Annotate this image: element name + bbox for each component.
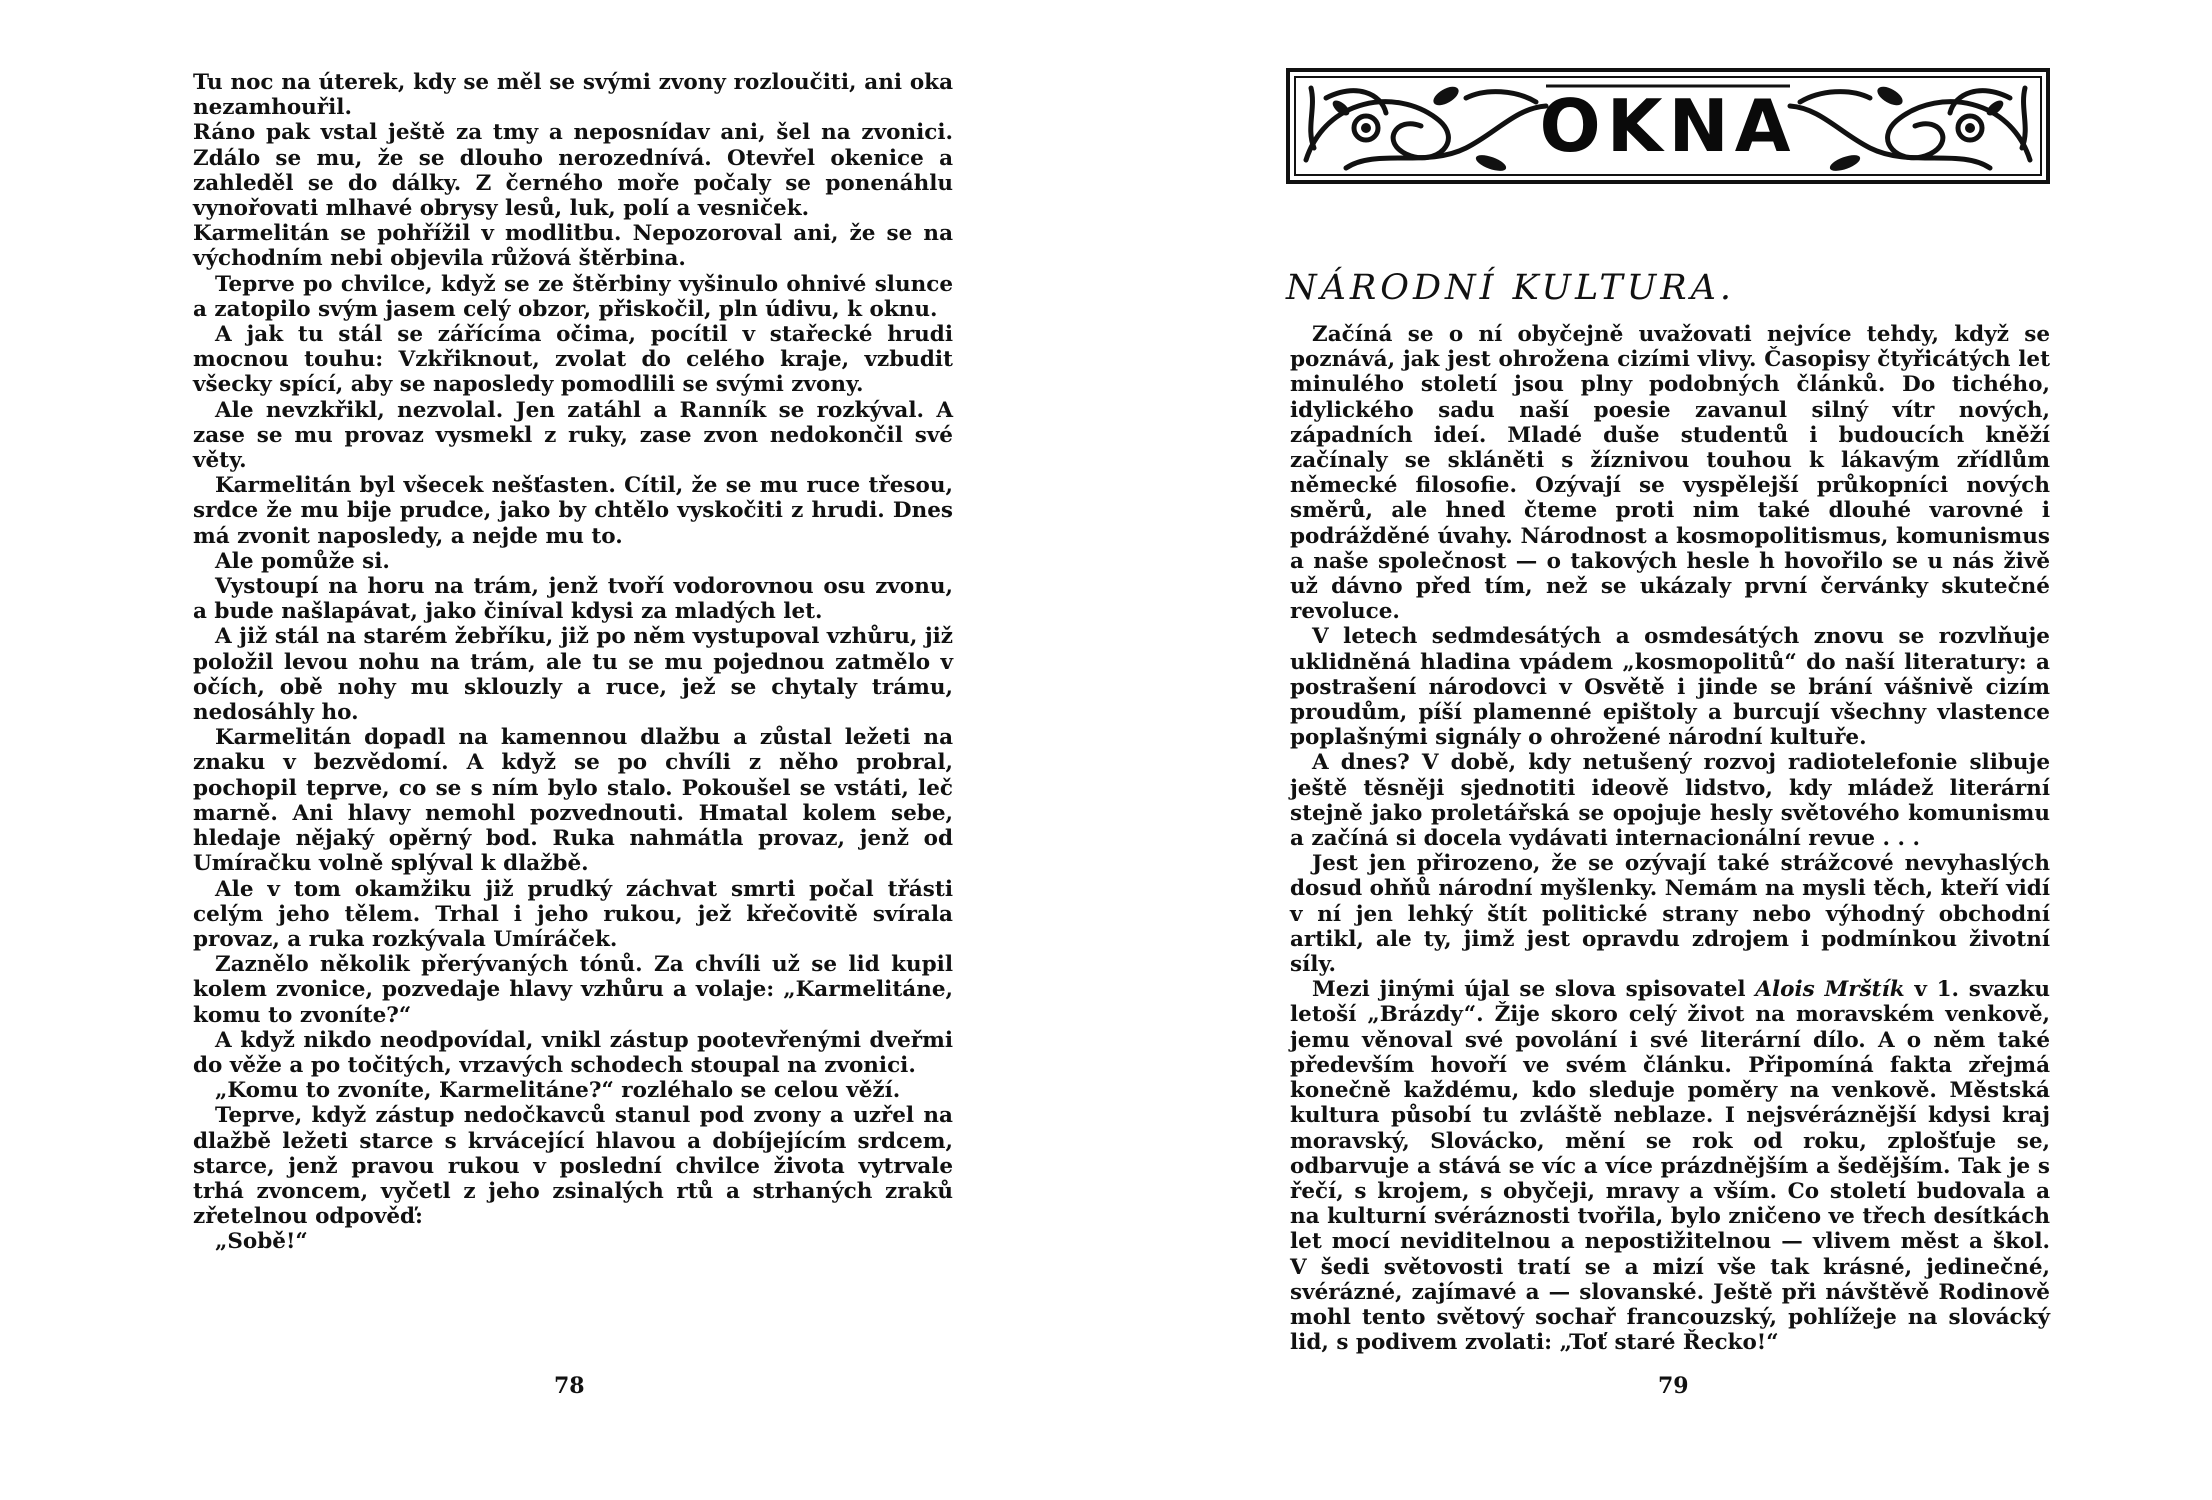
left-page-text bbox=[193, 70, 953, 1255]
paragraph: Karmelitán byl všecek nešťasten. Cítil, že se mu ruce třesou, srdce že mu bije prudce, jako by chtělo vyskočiti z hrudi. Dnes má zvonit naposledy, a nejde mu to. bbox=[193, 473, 953, 549]
paragraph: Vystoupí na horu na trám, jenž tvoří vodorovnou osu zvonu, a bude našlapávat, jako činíval kdysi za mladých let. bbox=[193, 574, 953, 625]
header-banner bbox=[1286, 68, 2050, 184]
paragraph: Ale v tom okamžiku již prudký záchvat smrti počal třásti celým jeho tělem. Trhal i jeho rukou, jež křečovitě svírala provaz, a ruka rozkývala Umíráček. bbox=[193, 876, 953, 952]
right-page bbox=[1106, 0, 2212, 1500]
page-number: 78 bbox=[554, 1373, 585, 1399]
paragraph: A jak tu stál se zářícíma očima, pocítil v stařecké hrudi mocnou touhu: Vzkřiknout, zvolat do celého kraje, vzbudit všecky spící, aby se naposledy pomodlili se svými zvony. bbox=[193, 322, 953, 398]
paragraph: Karmelitán dopadl na kamennou dlažbu a zůstal ležeti na znaku v bezvědomí. A když se po chvíli z něho probral, pochopil teprve, co se s ním bylo stalo. Pokoušel se vstáti, leč marně. Ani hlavy nemohl pozvednouti. Hmatal kolem sebe, hledaje nějaký opěrný bod. Ruka nahmátla provaz, jenž od Umíračku volně splýval k dlažbě. bbox=[193, 725, 953, 877]
paragraph: A již stál na starém žebříku, již po něm vystupoval vzhůru, již položil levou nohu na trám, ale tu se mu pojednou zatmělo v očích, obě nohy mu sklouzly a ruce, jež se chytaly trámu, nedosáhly ho. bbox=[193, 624, 953, 726]
paragraph: Ale pomůže si. bbox=[215, 548, 390, 574]
paragraph: V letech sedmdesátých a osmdesátých znovu se rozvlňuje uklidněná hladina vpádem „kosmopolitů“ do naší literatury: a postrašení národovci v Osvětě i jinde se brání vášnivě cizím proudům, píší plamenné epištoly a burcují všechny vlastence poplašnými signály o ohrožené národní kultuře. bbox=[1290, 624, 2050, 751]
paragraph: Teprve po chvilce, když se ze štěrbiny vyšinulo ohnivé slunce a zatopilo svým jasem celý obzor, přiskočil, pln údivu, k oknu. bbox=[193, 271, 953, 322]
paragraph: Zaznělo několik přerývaných tónů. Za chvíli už se lid kupil kolem zvonice, pozvedaje hlavy vzhůru a volaje: „Karmelitáne, komu to zvoníte?“ bbox=[193, 952, 953, 1028]
page-number: 79 bbox=[1658, 1373, 1689, 1399]
paragraph-text: v 1. svazku letoší „Brázdy“. Žije skoro celý život na moravském venkově, jemu věnoval své povolání i své literární dílo. A o něm také především hovoří ve svém článku. Připomíná fakta zřejmá konečně každému, kdo sleduje poměry na venkově. Městská kultura působí tu zvláště neblaze. I nejsvéráznější kdysi kraj moravský, Slovácko, mění se rok od roku, zplošťuje se, odbarvuje a stává se víc a více prázdnějším a šedějším. Tak je s řečí, s krojem, s obyčeji, mravy a vším. Co století budovala a na kulturní svéráznosti tvořila, bylo zničeno ve třech desítkách let mocí neviditelnou a nepostižitelnou — vlivem měst a škol. V šedi světovosti tratí se a mizí vše tak krásné, jedinečné, svérázné, zajímavé a — slovanské. Ještě při návštěvě Rodinově mohl tento světový sochař francouzský, pohlížeje na slovácký lid, s podivem zvolati: „Toť staré Řecko!“ bbox=[1290, 977, 2050, 1356]
paragraph bbox=[1290, 977, 2050, 1355]
paragraph: „Komu to zvoníte, Karmelitáne?“ rozléhalo se celou věží. bbox=[215, 1078, 901, 1104]
paragraph: Tu noc na úterek, kdy se měl se svými zvony rozloučiti, ani oka nezamhouřil. bbox=[193, 70, 953, 121]
paragraph: A když nikdo neodpovídal, vnikl zástup pootevřenými dveřmi do věže a po točitých, vrzavých schodech stoupal na zvonici. bbox=[193, 1027, 953, 1078]
paragraph: Začíná se o ní obyčejně uvažovati nejvíce tehdy, když se poznává, jak jest ohrožena cizími vlivy. Časopisy čtyřicátých let minulého století jsou plny podobných článků. Do tichého, idylického sadu naší poesie zavanul silný vítr nových, západních ideí. Mladé duše studentů i budoucích kněží začínaly se skláněti s žíznivou touhou k lákavým zřídlům německé filosofie. Ozývají se vyspělejší průkopníci nových směrů, ale hned čteme proti nim také dlouhé varovné i podrážděné úvahy. Národnost a kosmopolitismus, komunismus a naše společnost — o takových hesle h hovořilo se u nás živě už dávno před tím, než se ukázaly první červánky skutečné revoluce. bbox=[1290, 322, 2050, 625]
author-name: Alois Mrštík bbox=[1755, 977, 1905, 1003]
paragraph: Ráno pak vstal ještě za tmy a neposnídav ani, šel na zvonici. Zdálo se mu, že se dlouho nerozednívá. Otevřel okenice a zahleděl se do dálky. Z černého moře počaly se ponenáhlu vynořovati mlhavé obrysy lesů, luk, polí a vesniček. bbox=[193, 120, 953, 222]
right-page-text bbox=[1290, 322, 2050, 1355]
paragraph: „Sobě!“ bbox=[215, 1229, 308, 1255]
section-title: NÁRODNÍ KULTURA. bbox=[1286, 268, 1735, 308]
paragraph: A dnes? V době, kdy netušený rozvoj radiotelefonie slibuje ještě těsněji sjednotiti ideově lidstvo, kdy mládež literární stejně jako proletářská se opojuje hesly světového komunismu a začíná si docela vydávati internacionální revue . . . bbox=[1290, 750, 2050, 852]
paragraph: Karmelitán se pohřížil v modlitbu. Nepozoroval ani, že se na východním nebi objevila růžová štěrbina. bbox=[193, 221, 953, 272]
header-title: OKNA bbox=[1539, 84, 1797, 168]
paragraph: Ale nevzkřikl, nezvolal. Jen zatáhl a Ranník se rozkýval. A zase se mu provaz vysmekl z ruky, zase zvon nedokončil své věty. bbox=[193, 397, 953, 474]
paragraph-text: Mezi jinými újal se slova spisovatel bbox=[1312, 977, 1756, 1003]
paragraph: Jest jen přirozeno, že se ozývají také strážcové nevyhaslých dosud ohňů národní myšlenky. Nemám na mysli těch, kteří vidí v ní jen lehký štít politické strany nebo výhodný obchodní artikl, ale ty, jimž jest opravdu zdrojem i podmínkou životní síly. bbox=[1290, 851, 2050, 978]
paragraph: Teprve, když zástup nedočkavců stanul pod zvony a uzřel na dlažbě ležeti starce s krvácející hlavou a dobíjejícím srdcem, starce, jenž pravou rukou v poslední chvilce života vytrvale trhá zvoncem, vyčetl z jeho zsinalých rtů a strhaných zraků zřetelnou odpověď: bbox=[193, 1103, 953, 1230]
